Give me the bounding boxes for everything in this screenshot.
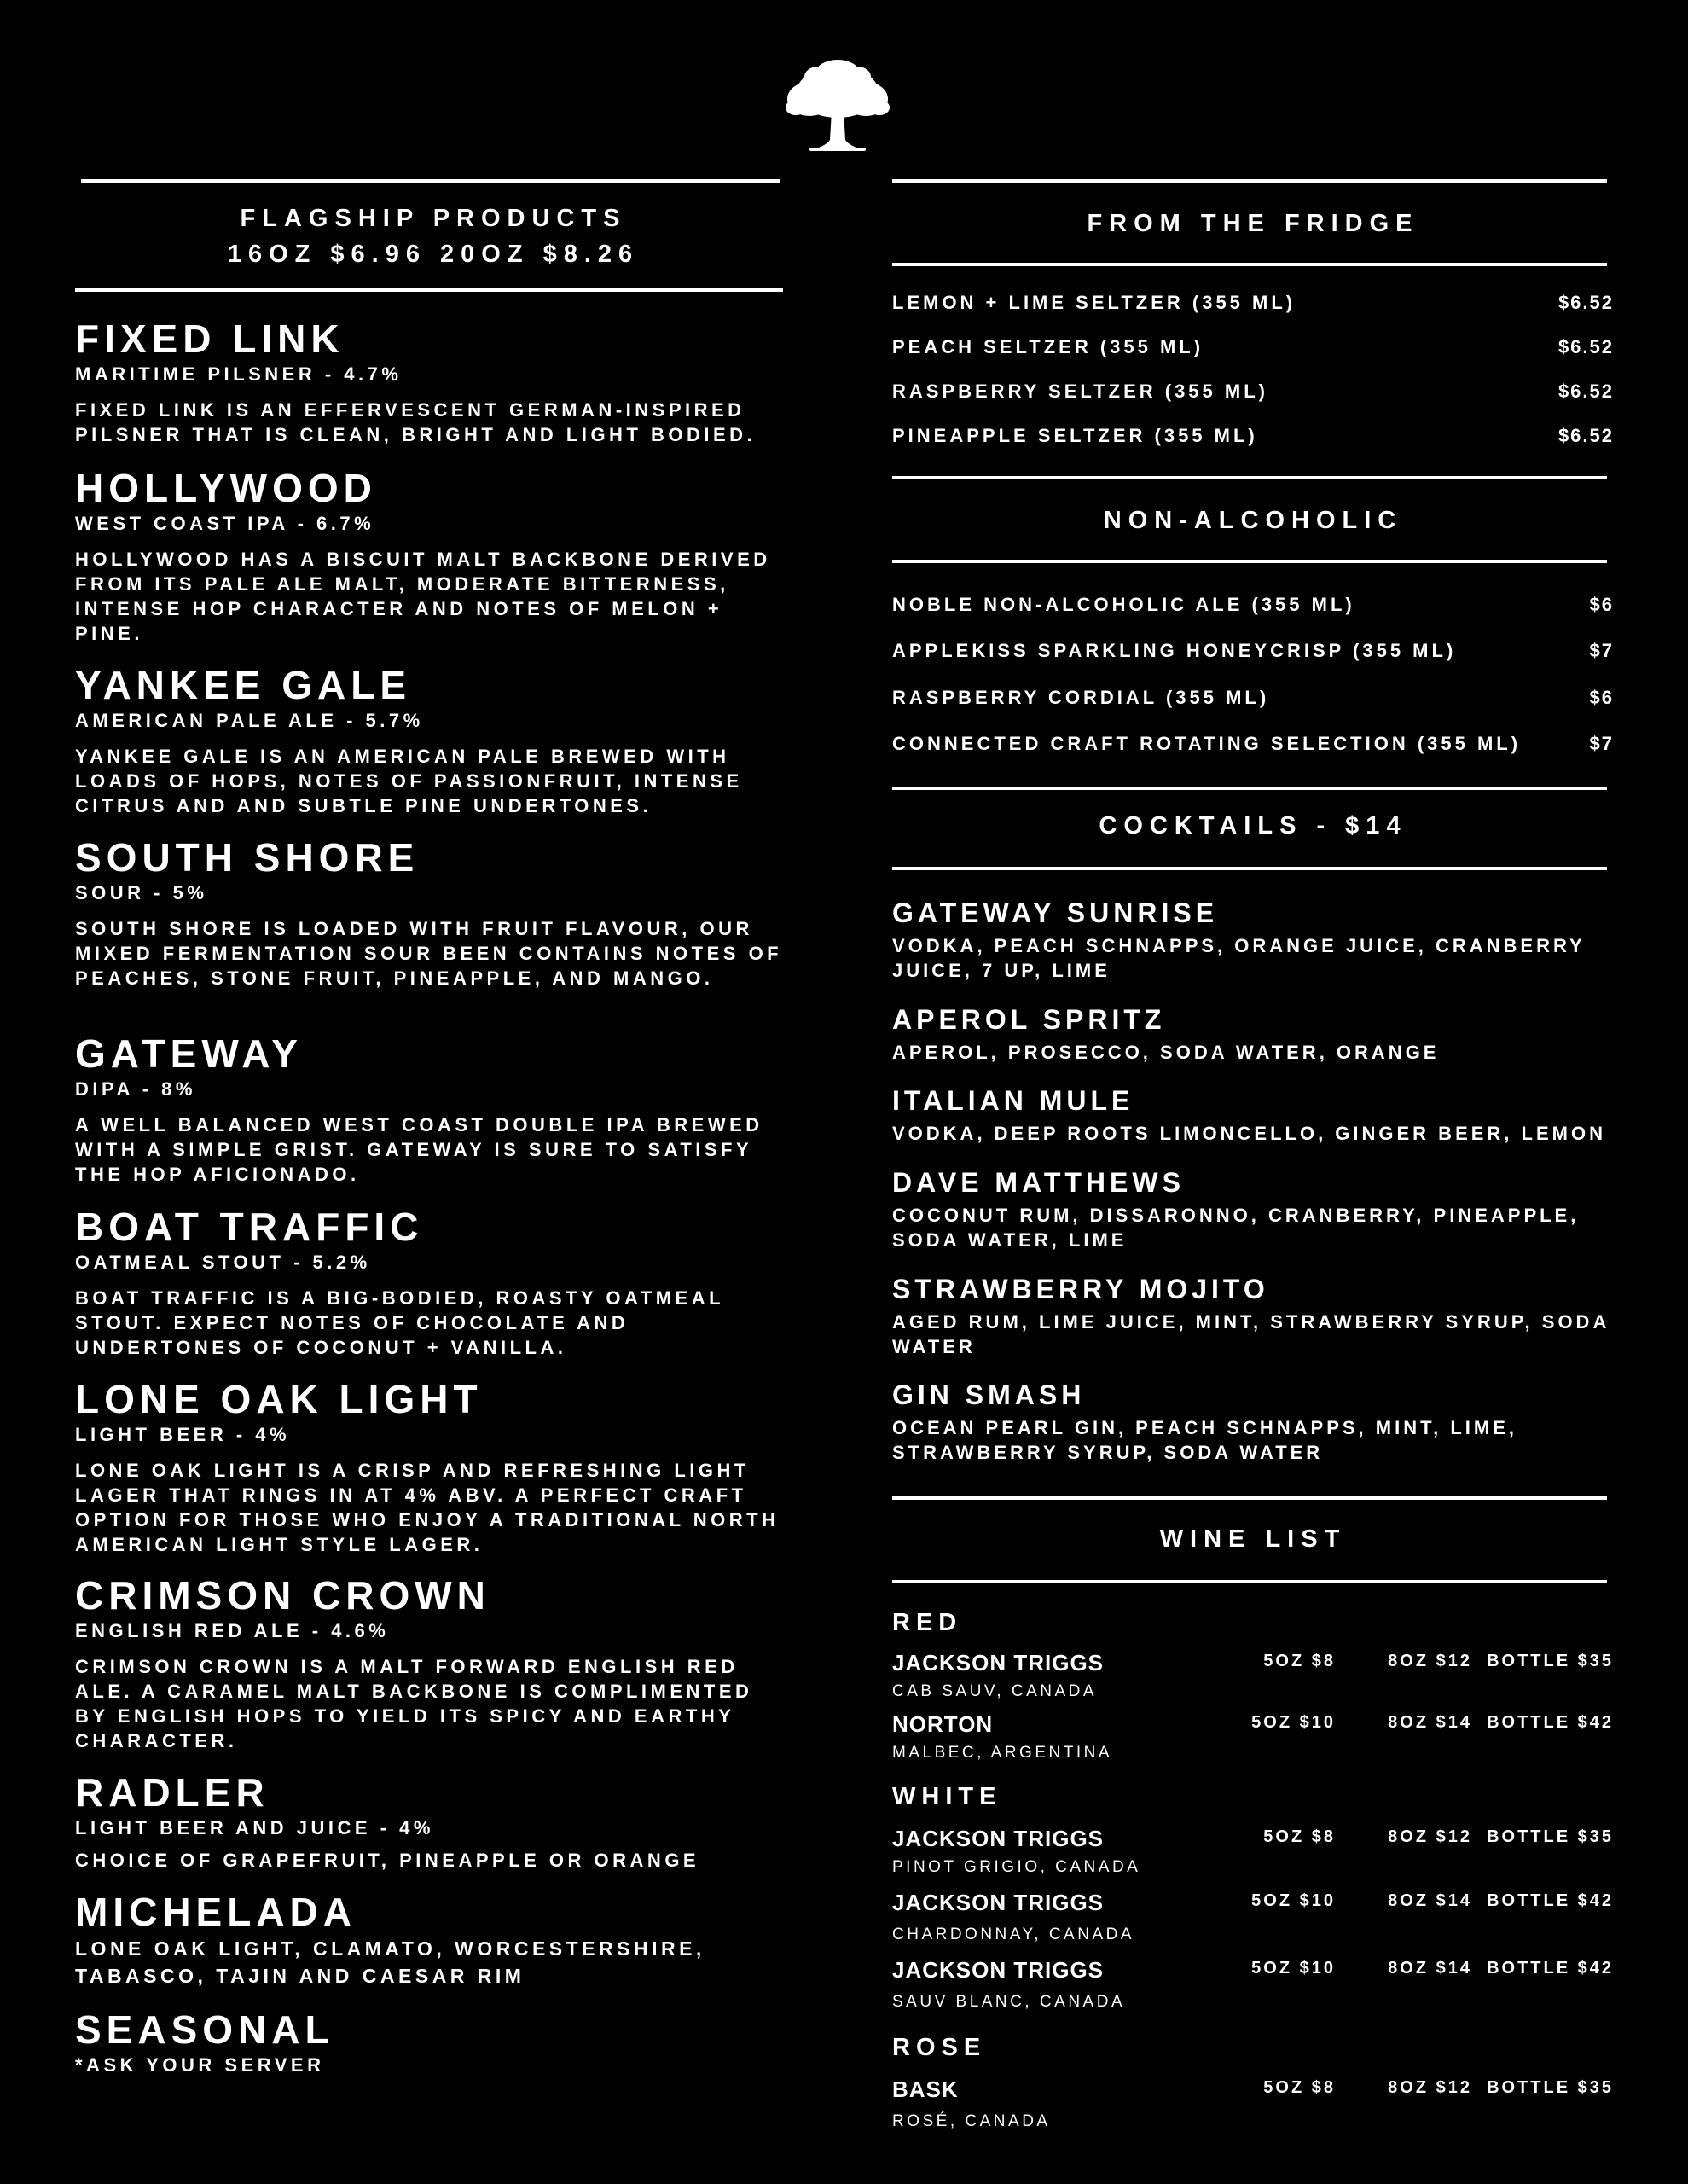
beer-style: AMERICAN PALE ALE - 5.7% (75, 710, 424, 731)
wine-price-8oz: 8OZ $14 (1388, 1713, 1472, 1732)
divider (81, 179, 780, 183)
wine-category-white: WHITE (892, 1783, 1002, 1810)
divider (892, 787, 1607, 790)
wine-category-red: RED (892, 1609, 963, 1636)
cocktail-name: GIN SMASH (892, 1380, 1086, 1410)
beer-description: A WELL BALANCED WEST COAST DOUBLE IPA BREWED WITH A SIMPLE GRIST. GATEWAY IS SURE TO SATISFY THE HOP AFICIONADO. (75, 1114, 763, 1185)
item-price: $6.52 (1557, 380, 1614, 402)
wine-origin: MALBEC, ARGENTINA (892, 1744, 1112, 1762)
divider (892, 1580, 1607, 1583)
item-name: CONNECTED CRAFT ROTATING SELECTION (355 ML) (892, 733, 1522, 754)
cocktails-title: COCKTAILS - $14 (1099, 812, 1407, 839)
fridge-item (892, 292, 1614, 314)
divider (75, 288, 783, 292)
wine-price-bottle: BOTTLE $35 (1487, 1652, 1614, 1670)
item-name: RASPBERRY SELTZER (355 ML) (892, 380, 1268, 402)
divider (892, 476, 1607, 479)
beer-fixed-link (75, 317, 792, 447)
item-price: $7 (1589, 733, 1614, 754)
wine-price-bottle: BOTTLE $42 (1487, 1891, 1614, 1910)
wine-name: NORTON (892, 1711, 994, 1737)
cocktail-ingredients: OCEAN PEARL GIN, PEACH SCHNAPPS, MINT, LIME, STRAWBERRY SYRUP, SODA WATER (892, 1417, 1517, 1463)
cocktail-item (892, 1380, 1614, 1465)
cocktail-item (892, 1274, 1614, 1359)
beer-description: HOLLYWOOD HAS A BISCUIT MALT BACKBONE DERIVED FROM ITS PALE ALE MALT, MODERATE BITTERNESS, INTENSE HOP CHARACTER AND NOTES OF MELON + PINE. (75, 549, 771, 644)
cocktail-name: GATEWAY SUNRISE (892, 897, 1219, 928)
beer-description: CHOICE OF GRAPEFRUIT, PINEAPPLE OR ORANGE (75, 1850, 700, 1871)
divider (892, 1496, 1607, 1500)
item-price: $7 (1589, 640, 1614, 661)
wine-name: JACKSON TRIGGS (892, 1890, 1105, 1915)
cocktail-name: ITALIAN MULE (892, 1085, 1134, 1116)
beer-style: LONE OAK LIGHT, CLAMATO, WORCESTERSHIRE, TABASCO, TAJIN AND CAESAR RIM (75, 1937, 705, 1987)
divider (892, 867, 1607, 870)
cocktail-item (892, 1004, 1614, 1065)
beer-style: OATMEAL STOUT - 5.2% (75, 1252, 371, 1273)
wine-name: JACKSON TRIGGS (892, 1957, 1105, 1983)
beer-description: LONE OAK LIGHT IS A CRISP AND REFRESHING LIGHT LAGER THAT RINGS IN AT 4% ABV. A PERFECT CRAFT OPTION FOR THOSE WHO ENJOY A TRADITIONAL NORTH AMERICAN LIGHT STYLE LAGER. (75, 1460, 780, 1555)
wine-price-8oz: 8OZ $14 (1388, 1891, 1472, 1910)
item-name: LEMON + LIME SELTZER (355 ML) (892, 292, 1296, 313)
beer-description: FIXED LINK IS AN EFFERVESCENT GERMAN-INSPIRED PILSNER THAT IS CLEAN, BRIGHT AND LIGHT BODIED. (75, 399, 757, 445)
fridge-item (892, 336, 1614, 358)
wine-title: WINE LIST (1159, 1525, 1347, 1553)
wine-origin: ROSÉ, CANADA (892, 2112, 1051, 2130)
cocktail-item (892, 1085, 1614, 1146)
beer-name: BOAT TRAFFIC (75, 1205, 424, 1249)
wine-category-rose: ROSE (892, 2034, 987, 2061)
beer-gateway (75, 1032, 792, 1187)
wine-origin: CHARDONNAY, CANADA (892, 1926, 1135, 1943)
beer-style: LIGHT BEER AND JUICE - 4% (75, 1817, 434, 1838)
wine-price-bottle: BOTTLE $42 (1487, 1713, 1614, 1732)
beer-name: YANKEE GALE (75, 663, 412, 707)
wine-price-5oz: 5OZ $8 (1263, 1827, 1336, 1846)
beer-radler (75, 1771, 792, 1873)
beer-name: SOUTH SHORE (75, 835, 420, 880)
beer-name: RADLER (75, 1770, 270, 1815)
beer-style: SOUR - 5% (75, 882, 208, 903)
oak-tree-icon (784, 58, 891, 154)
wine-price-5oz: 5OZ $8 (1263, 1652, 1336, 1670)
beer-style: MARITIME PILSNER - 4.7% (75, 363, 403, 385)
beer-south-shore (75, 836, 792, 990)
nonalc-title: NON-ALCOHOLIC (1103, 507, 1403, 534)
beer-name: CRIMSON CROWN (75, 1573, 490, 1618)
fridge-item (892, 380, 1614, 403)
cocktail-item (892, 1167, 1614, 1252)
nonalc-item (892, 640, 1614, 662)
cocktail-name: DAVE MATTHEWS (892, 1167, 1185, 1198)
wine-origin: CAB SAUV, CANADA (892, 1682, 1098, 1700)
item-price: $6.52 (1557, 292, 1614, 313)
wine-price-5oz: 5OZ $10 (1251, 1891, 1336, 1910)
divider (892, 263, 1607, 266)
fridge-title: FROM THE FRIDGE (1087, 210, 1419, 237)
wine-name: JACKSON TRIGGS (892, 1650, 1105, 1676)
item-name: PINEAPPLE SELTZER (355 ML) (892, 425, 1258, 446)
beer-style: LIGHT BEER - 4% (75, 1424, 291, 1445)
item-price: $6 (1589, 594, 1614, 615)
wine-price-bottle: BOTTLE $35 (1487, 2078, 1614, 2097)
beer-hollywood (75, 467, 792, 646)
wine-name: JACKSON TRIGGS (892, 1826, 1105, 1851)
flagship-title: FLAGSHIP PRODUCTS (240, 205, 627, 232)
beer-description: YANKEE GALE IS AN AMERICAN PALE BREWED WITH LOADS OF HOPS, NOTES OF PASSIONFRUIT, INTENSE CITRUS AND AND SUBTLE PINE UNDERTONES. (75, 746, 743, 816)
wine-price-5oz: 5OZ $8 (1263, 2078, 1336, 2097)
wine-price-8oz: 8OZ $12 (1388, 1827, 1472, 1846)
beer-name: SEASONAL (75, 2007, 334, 2052)
wine-price-bottle: BOTTLE $42 (1487, 1959, 1614, 1978)
beer-description: CRIMSON CROWN IS A MALT FORWARD ENGLISH RED ALE. A CARAMEL MALT BACKBONE IS COMPLIMENTED BY ENGLISH HOPS TO YIELD ITS SPICY AND EARTHY CHARACTER. (75, 1656, 753, 1751)
nonalc-item (892, 594, 1614, 616)
divider (892, 560, 1607, 563)
beer-michelada (75, 1891, 792, 1989)
beer-name: GATEWAY (75, 1031, 303, 1076)
item-price: $6 (1589, 687, 1614, 708)
beer-name: HOLLYWOOD (75, 466, 377, 510)
beer-lone-oak-light (75, 1378, 792, 1557)
wine-origin: PINOT GRIGIO, CANADA (892, 1858, 1141, 1876)
beer-seasonal (75, 2008, 792, 2078)
wine-origin: SAUV BLANC, CANADA (892, 1993, 1126, 2011)
cocktail-ingredients: VODKA, PEACH SCHNAPPS, ORANGE JUICE, CRANBERRY JUICE, 7 UP, LIME (892, 935, 1586, 981)
wine-price-5oz: 5OZ $10 (1251, 1713, 1336, 1732)
item-name: RASPBERRY CORDIAL (355 ML) (892, 687, 1270, 708)
beer-description: BOAT TRAFFIC IS A BIG-BODIED, ROASTY OATMEAL STOUT. EXPECT NOTES OF CHOCOLATE AND UNDERTONES OF COCONUT + VANILLA. (75, 1287, 724, 1358)
item-name: PEACH SELTZER (355 ML) (892, 336, 1204, 357)
wine-price-5oz: 5OZ $10 (1251, 1959, 1336, 1978)
item-price: $6.52 (1557, 425, 1614, 446)
beer-description: SOUTH SHORE IS LOADED WITH FRUIT FLAVOUR, OUR MIXED FERMENTATION SOUR BEEN CONTAINS NOTES OF PEACHES, STONE FRUIT, PINEAPPLE, AND MANGO. (75, 918, 783, 989)
item-price: $6.52 (1557, 336, 1614, 357)
wine-price-8oz: 8OZ $14 (1388, 1959, 1472, 1978)
beer-name: FIXED LINK (75, 317, 345, 361)
cocktail-item (892, 897, 1614, 983)
beer-style: DIPA - 8% (75, 1078, 196, 1100)
beer-crimson-crown (75, 1574, 792, 1753)
beer-style: ENGLISH RED ALE - 4.6% (75, 1620, 390, 1641)
cocktail-ingredients: VODKA, DEEP ROOTS LIMONCELLO, GINGER BEER, LEMON (892, 1123, 1606, 1144)
cocktail-ingredients: COCONUT RUM, DISSARONNO, CRANBERRY, PINEAPPLE, SODA WATER, LIME (892, 1205, 1580, 1251)
nonalc-item (892, 733, 1614, 755)
cocktail-name: APEROL SPRITZ (892, 1004, 1166, 1035)
nonalc-item (892, 687, 1614, 709)
item-name: NOBLE NON-ALCOHOLIC ALE (355 ML) (892, 594, 1355, 615)
beer-yankee-gale (75, 664, 792, 818)
wine-price-bottle: BOTTLE $35 (1487, 1827, 1614, 1846)
beer-style: WEST COAST IPA - 6.7% (75, 513, 375, 534)
item-name: APPLEKISS SPARKLING HONEYCRISP (355 ML) (892, 640, 1457, 661)
cocktail-ingredients: AGED RUM, LIME JUICE, MINT, STRAWBERRY SYRUP, SODA WATER (892, 1311, 1610, 1357)
beer-name: LONE OAK LIGHT (75, 1377, 483, 1421)
cocktail-ingredients: APEROL, PROSECCO, SODA WATER, ORANGE (892, 1042, 1440, 1063)
cocktail-name: STRAWBERRY MOJITO (892, 1274, 1269, 1304)
wine-price-8oz: 8OZ $12 (1388, 2078, 1472, 2097)
wine-name: BASK (892, 2077, 959, 2102)
wine-price-8oz: 8OZ $12 (1388, 1652, 1472, 1670)
divider (892, 179, 1607, 183)
flagship-prices: 16OZ $6.96 20OZ $8.26 (227, 241, 640, 268)
beer-name: MICHELADA (75, 1890, 357, 1934)
fridge-item (892, 425, 1614, 447)
beer-boat-traffic (75, 1205, 792, 1360)
beer-style: *ASK YOUR SERVER (75, 2054, 325, 2076)
